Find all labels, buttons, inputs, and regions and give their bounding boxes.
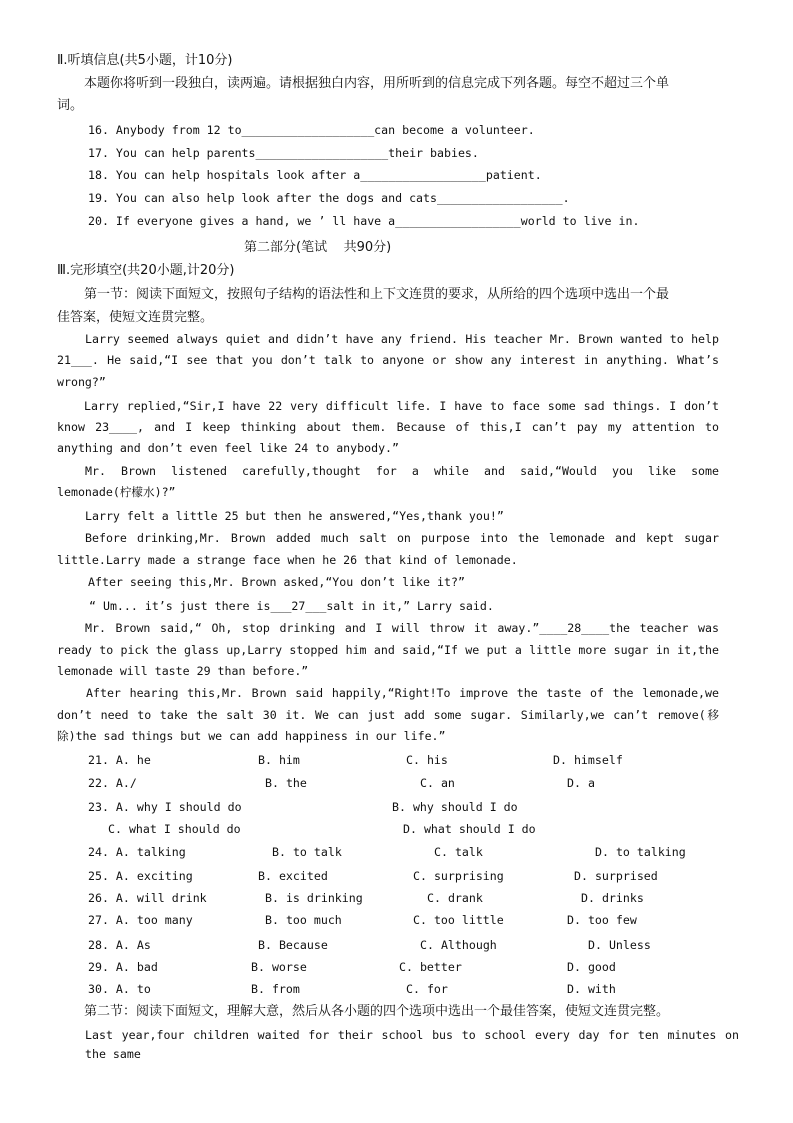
option-c[interactable]: C. his: [406, 753, 448, 767]
passage2-line: Last year,four children waited for their school bus to school every day for ten minutes on: [85, 1028, 739, 1042]
passage-line: know 23____, and I keep thinking about them. Because of this,I can’t pay my attention to: [57, 420, 719, 434]
section2-instruction-cont: 词。: [57, 98, 84, 113]
passage-line: wrong?”: [57, 375, 106, 389]
option-d[interactable]: D. with: [567, 982, 616, 996]
passage-line: don’t need to take the salt 30 it. We can just add some sugar. Similarly,we can’t remove(移: [57, 708, 719, 722]
section3-part1-instruction: 第一节：阅读下面短文，按照句子结构的语法性和上下文连贯的要求，从所给的四个选项中选出一个最: [84, 287, 670, 302]
option-d[interactable]: D. good: [567, 960, 616, 974]
option-d[interactable]: D. surprised: [574, 869, 658, 883]
passage-line: little.Larry made a strange face when he 26 that kind of lemonade.: [57, 553, 518, 567]
passage-line: ready to pick the glass up,Larry stopped him and said,“If we put a little more sugar in it,the: [57, 643, 719, 657]
option-a[interactable]: 26. A. will drink: [88, 891, 207, 905]
option-a[interactable]: 22. A./: [88, 776, 137, 790]
option-b[interactable]: B. is drinking: [265, 891, 363, 905]
option-b[interactable]: B. the: [265, 776, 307, 790]
option-b[interactable]: B. excited: [258, 869, 328, 883]
listening-item-18: 18. You can help hospitals look after a__________________patient.: [88, 168, 542, 182]
passage-line: anything and don’t even feel like 24 to anybody.”: [57, 441, 400, 455]
listening-item-20: 20. If everyone gives a hand, we ’ ll have a__________________world to live in.: [88, 214, 640, 228]
passage-line: lemonade will taste 29 than before.”: [57, 664, 309, 678]
option-c[interactable]: C. better: [399, 960, 462, 974]
listening-item-17: 17. You can help parents___________________their babies.: [88, 146, 479, 160]
option-b[interactable]: B. Because: [258, 938, 328, 952]
option-d[interactable]: D. himself: [553, 753, 623, 767]
option-c[interactable]: C. drank: [427, 891, 483, 905]
option-d[interactable]: D. drinks: [581, 891, 644, 905]
option-c[interactable]: C. Although: [420, 938, 497, 952]
option-b[interactable]: B. why should I do: [392, 800, 518, 814]
passage-line: 除)the sad things but we can add happiness in our life.”: [57, 729, 446, 743]
option-c[interactable]: C. surprising: [413, 869, 504, 883]
option-d[interactable]: D. to talking: [595, 845, 686, 859]
option-a[interactable]: 30. A. to: [88, 982, 151, 996]
listening-item-16: 16. Anybody from 12 to___________________can become a volunteer.: [88, 123, 535, 137]
option-a[interactable]: 29. A. bad: [88, 960, 158, 974]
section2-heading: Ⅱ.听填信息(共5小题，计10分): [57, 53, 233, 68]
option-c[interactable]: C. for: [406, 982, 448, 996]
section3-part1-instruction-cont: 佳答案，使短文连贯完整。: [57, 310, 214, 325]
passage-line: lemonade(柠檬水)?”: [57, 485, 176, 499]
option-a[interactable]: 23. A. why I should do: [88, 800, 242, 814]
option-b[interactable]: B. from: [251, 982, 300, 996]
listening-item-19: 19. You can also help look after the dogs and cats__________________.: [88, 191, 570, 205]
passage-line: Mr. Brown listened carefully,thought for a while and said,“Would you like some: [85, 464, 719, 478]
passage2-line: the same: [85, 1047, 141, 1061]
section3-part2-instruction: 第二节：阅读下面短文，理解大意，然后从各小题的四个选项中选出一个最佳答案，使短文连贯完整。: [84, 1004, 670, 1019]
option-a[interactable]: 28. A. As: [88, 938, 151, 952]
option-c[interactable]: C. talk: [434, 845, 483, 859]
passage-line: Before drinking,Mr. Brown added much salt on purpose into the lemonade and kept sugar: [85, 531, 719, 545]
passage-line: After hearing this,Mr. Brown said happily,“Right!To improve the taste of the lemonade,we: [86, 686, 719, 700]
option-a[interactable]: 24. A. talking: [88, 845, 186, 859]
option-a[interactable]: 27. A. too many: [88, 913, 193, 927]
option-b[interactable]: B. him: [258, 753, 300, 767]
section3-heading: Ⅲ.完形填空(共20小题,计20分): [57, 263, 235, 278]
passage-line: Larry felt a little 25 but then he answered,“Yes,thank you!”: [85, 509, 504, 523]
option-d[interactable]: D. Unless: [588, 938, 651, 952]
option-a[interactable]: 25. A. exciting: [88, 869, 193, 883]
section2-instruction: 本题你将听到一段独白，读两遍。请根据独白内容，用所听到的信息完成下列各题。每空不超过三个单: [84, 76, 670, 91]
passage-line: Larry seemed always quiet and didn’t have any friend. His teacher Mr. Brown wanted to help: [85, 332, 719, 346]
option-d[interactable]: D. too few: [567, 913, 637, 927]
option-b[interactable]: B. too much: [265, 913, 342, 927]
passage-line: Larry replied,“Sir,I have 22 very difficult life. I have to face some sad things. I don’t: [84, 399, 719, 413]
option-c[interactable]: C. what I should do: [108, 822, 241, 836]
passage-line: Mr. Brown said,“ Oh, stop drinking and I will throw it away.”____28____the teacher was: [85, 621, 719, 635]
option-a[interactable]: 21. A. he: [88, 753, 151, 767]
option-c[interactable]: C. too little: [413, 913, 504, 927]
passage-line: 21___. He said,“I see that you don’t talk to anyone or show any interest in anything. What’s: [57, 353, 719, 367]
passage-line: “ Um... it’s just there is___27___salt in it,” Larry said.: [89, 599, 494, 613]
option-b[interactable]: B. to talk: [272, 845, 342, 859]
option-d[interactable]: D. what should I do: [403, 822, 536, 836]
option-b[interactable]: B. worse: [251, 960, 307, 974]
passage-line: After seeing this,Mr. Brown asked,“You don’t like it?”: [88, 575, 465, 589]
part2-heading: 第二部分(笔试 共90分): [244, 240, 392, 255]
option-d[interactable]: D. a: [567, 776, 595, 790]
option-c[interactable]: C. an: [420, 776, 455, 790]
